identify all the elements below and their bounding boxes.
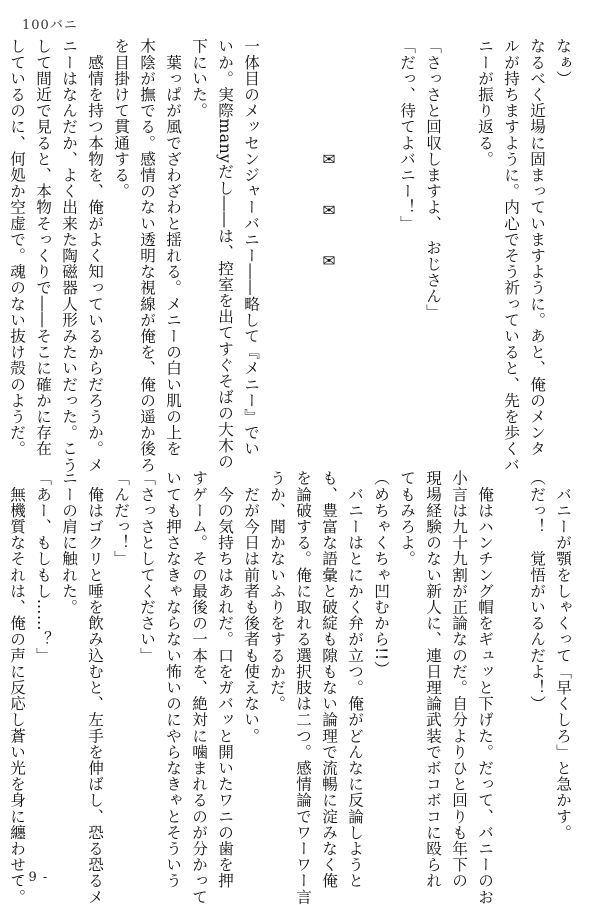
text-line: 葉っぱが風でざわざわと揺れる。メニーの白い肌の上を [164,38,182,457]
text-line: を論破する。俺に取れる選択肢は二つ。感情論でワーワー言 [294,470,312,905]
text-line: バニーはとにかく弁が立つ。俺がどんなに反論しようと [346,470,364,889]
text-line: だが今日は前者も後者も使えない。 [242,470,260,744]
text-line: （めちゃくちゃ凹むから!!） [372,470,390,677]
lower-text-column [0,470,576,905]
text-line: 「あー、もしもし……？」 [34,470,52,664]
text-line: ルが持ちますように。内心でそう祈っていると、先を歩くバ [502,38,520,473]
text-line: を目掛けて貫通する。 [112,38,130,199]
text-line: ニーはなんだか、よく出来た陶磁器人形みたいだった。こう [60,38,78,473]
text-line: すゲーム。その最後の一本を、絶対に噛まれるのが分かって [190,470,208,905]
text-line [368,38,394,430]
text-line: いか。実際manyだし――は、控室を出てすぐそばの大木の [216,38,234,470]
text-line: 今の気持ちはあれだ。口をガバッと開いたワニの歯を押 [216,470,234,889]
text-line: 「だっ、待てよバニー！」 [398,38,416,232]
text-line: うか、聞かないふりをするかだ。 [268,470,286,712]
text-line: 小言は九十九割が正論なのだ。自分よりひと回りも年下の [450,470,468,889]
text-line [498,470,524,862]
text-line: てもみろよ。 [398,470,416,567]
text-line: なるべく近場に固まっていますように。あと、俺のメンタ [528,38,546,457]
text-line: （だっ！ 覚悟がいるんだよ！） [528,470,546,712]
page-number: - 9 - [18,870,49,885]
text-line: も、豊富な語彙と破綻も隙もない論理で流暢に淀みなく俺 [320,470,338,889]
text-line [446,38,472,430]
text-line [0,470,4,862]
running-header: 100バニ [22,18,78,33]
text-line: 「さっさとしてください」 [138,470,156,664]
text-line: 木陰が撫でる。感情のない透明な視線が俺を、俺の遥か後ろ [138,38,156,473]
text-line: 俺はゴクリと唾を飲み込むと、左手を伸ばし、恐る恐るメ [86,470,104,905]
text-line: 下にいた。 [190,38,208,119]
text-line: 無機質なそれは、俺の声に反応し蒼い光を身に纏わせて。 [8,470,26,905]
text-line: なぁ） [554,38,572,87]
text-line: ニーの肩に触れた。 [60,470,78,615]
text-line: して間近で見ると、本物そっくりで――そこに確かに存在 [34,38,52,457]
text-line: ニーが振り返る。 [476,38,494,167]
text-line: しているのに、何処か空虚で。魂のない抜け殻のようだ。 [8,38,26,457]
text-line: 現場経験のない新人に、連日理論武装でボコボコに殴られ [424,470,442,889]
text-line: 一体目のメッセンジャーバニー――略して『メニー』でい [242,38,260,457]
text-line: バニーが顎をしゃくって「早くしろ」と急かす。 [554,470,572,841]
text-line [264,38,290,430]
upper-text-column [0,38,576,473]
text-line: 「さっさと回収しますよ、 おじさん」 [424,38,442,320]
text-line: ✉ ✉ ✉ [320,38,338,271]
text-line [342,38,368,430]
text-line [290,38,316,430]
text-line: いても押さなきゃならない怖いのにやらなきゃとそういう [164,470,182,889]
text-line: 感情を持つ本物を、俺がよく知っているからだろうか。メ [86,38,104,473]
text-line: 俺はハンチング帽をギュッと下げた。だって、バニーのお [476,470,494,905]
text-line: 「んだっ！」 [112,470,130,567]
